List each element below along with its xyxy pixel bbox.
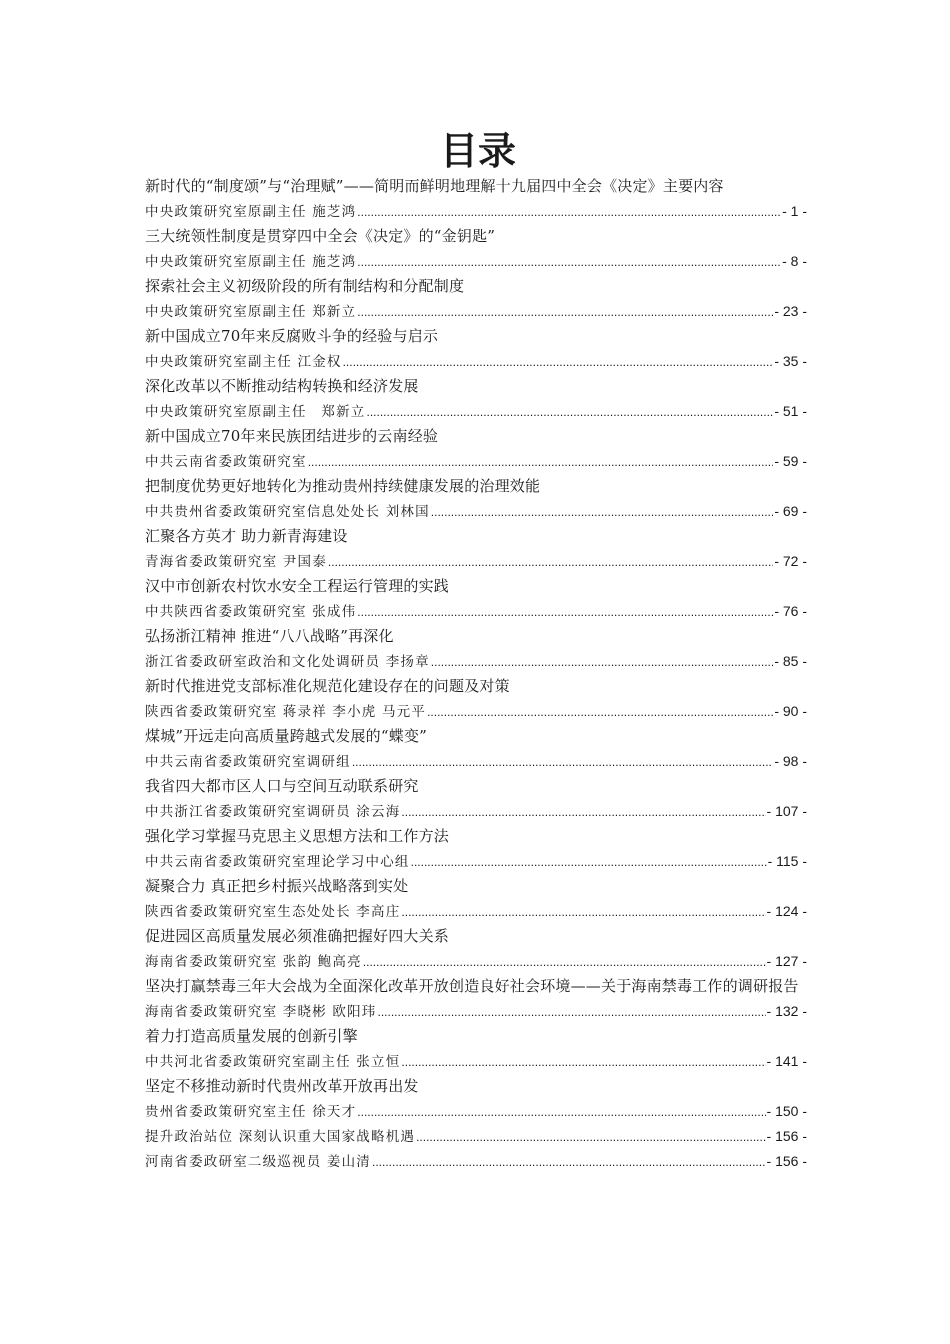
toc-entry[interactable] — [145, 924, 807, 974]
toc-entry-title[interactable]: 新时代的“制度颂”与“治理赋”——简明而鲜明地理解十九届四中全会《决定》主要内容 — [145, 177, 724, 195]
dot-leader — [401, 800, 765, 825]
toc-page-number[interactable]: - 150 - — [766, 1103, 807, 1119]
dot-leader — [308, 450, 774, 475]
toc-entry[interactable] — [145, 474, 807, 524]
toc-entry[interactable] — [145, 1124, 807, 1149]
toc-entry-author: 浙江省委政研室政治和文化处调研员 李扬章 — [145, 654, 430, 670]
dot-leader — [431, 650, 774, 675]
toc-page-number[interactable]: - 23 - — [774, 303, 807, 319]
dot-leader — [352, 750, 774, 775]
dot-leader — [328, 550, 773, 575]
toc-page-number[interactable]: - 156 - — [766, 1128, 807, 1144]
toc-entry-title[interactable]: 汉中市创新农村饮水安全工程运行管理的实践 — [145, 577, 450, 595]
dot-leader — [431, 500, 774, 525]
toc-entry[interactable] — [145, 224, 807, 274]
toc-entry-author: 陕西省委政策研究室 蒋录祥 李小虎 马元平 — [145, 704, 427, 720]
toc-entry-title[interactable]: 把制度优势更好地转化为推动贵州持续健康发展的治理效能 — [145, 477, 541, 495]
toc-entry-title[interactable]: 我省四大都市区人口与空间互动联系研究 — [145, 777, 419, 795]
toc-entry[interactable] — [145, 1074, 807, 1124]
toc-entry-line[interactable] — [145, 1099, 807, 1124]
dot-leader — [363, 950, 766, 975]
toc-entry[interactable] — [145, 774, 807, 824]
dot-leader — [357, 250, 781, 275]
toc-entry-author: 陕西省委政策研究室生态处处长 李高庄 — [145, 904, 401, 920]
dot-leader — [343, 350, 774, 375]
dot-leader — [372, 1150, 766, 1175]
toc-page-number[interactable]: - 72 - — [774, 553, 807, 569]
toc-entry-line[interactable] — [145, 749, 807, 774]
toc-entry-author: 中央政策研究室副主任 江金权 — [145, 354, 342, 370]
toc-entry-title[interactable]: 强化学习掌握马克思主义思想方法和工作方法 — [145, 827, 450, 845]
toc-entry[interactable] — [145, 574, 807, 624]
toc-entry-author: 中共陕西省委政策研究室 张成伟 — [145, 604, 357, 620]
toc-entry-line[interactable] — [145, 399, 807, 424]
toc-entry[interactable] — [145, 374, 807, 424]
toc-entry-line[interactable] — [145, 1124, 807, 1149]
toc-page-number[interactable]: - 35 - — [774, 353, 807, 369]
dot-leader — [367, 400, 774, 425]
toc-entry-line[interactable] — [145, 949, 807, 974]
toc-entry[interactable] — [145, 274, 807, 324]
toc-page-number[interactable]: - 90 - — [774, 703, 807, 719]
toc-page-number[interactable]: - 124 - — [766, 903, 807, 919]
toc-entry-title[interactable]: 三大统领性制度是贯穿四中全会《决定》的“金钥匙” — [145, 227, 496, 245]
dot-leader — [357, 600, 773, 625]
toc-entry-author: 中共云南省委政策研究室 — [145, 454, 307, 470]
toc-entry[interactable] — [145, 674, 807, 724]
toc-entry-author: 河南省委政研室二级巡视员 姜山清 — [145, 1154, 371, 1170]
toc-entry-author: 中共云南省委政策研究室调研组 — [145, 754, 351, 770]
toc-entry[interactable] — [145, 1149, 807, 1174]
toc-entry-title[interactable]: 着力打造高质量发展的创新引擎 — [145, 1027, 358, 1045]
toc-page-number[interactable]: - 8 - — [782, 253, 807, 269]
toc-entry-title[interactable]: 坚决打赢禁毒三年大会战为全面深化改革开放创造良好社会环境——关于海南禁毒工作的调研报告 — [145, 977, 799, 995]
toc-entry-line[interactable] — [145, 349, 807, 374]
toc-entry[interactable] — [145, 824, 807, 874]
toc-entry-title[interactable]: 促进园区高质量发展必须准确把握好四大关系 — [145, 927, 450, 945]
toc-entry-title[interactable]: 探索社会主义初级阶段的所有制结构和分配制度 — [145, 277, 465, 295]
toc-entry-author: 海南省委政策研究室 张韵 鲍高亮 — [145, 954, 362, 970]
toc-entry-line[interactable] — [145, 499, 807, 524]
toc-entry-author: 中共云南省委政策研究室理论学习中心组 — [145, 854, 410, 870]
toc-page-number[interactable]: - 132 - — [766, 1003, 807, 1019]
toc-entry[interactable] — [145, 874, 807, 924]
toc-entry-author: 贵州省委政策研究室主任 徐天才 — [145, 1104, 357, 1120]
dot-leader — [401, 1050, 765, 1075]
toc-page-number[interactable]: - 51 - — [774, 403, 807, 419]
toc-entry[interactable] — [145, 624, 807, 674]
toc-entry-title[interactable]: 汇聚各方英才 助力新青海建设 — [145, 527, 348, 545]
toc-entry-author: 中共浙江省委政策研究室调研员 涂云海 — [145, 804, 401, 820]
dot-leader — [357, 300, 773, 325]
dot-leader — [427, 700, 773, 725]
toc-entry-author: 中共河北省委政策研究室副主任 张立恒 — [145, 1054, 401, 1070]
toc-entry-author: 中央政策研究室原副主任 郑新立 — [145, 404, 366, 420]
dot-leader — [401, 900, 765, 925]
toc-page-number[interactable]: - 141 - — [766, 1053, 807, 1069]
toc-entry-title[interactable]: 新中国成立70年来反腐败斗争的经验与启示 — [145, 327, 439, 345]
toc-entry-line[interactable] — [145, 199, 807, 224]
toc-entry-title[interactable]: 坚定不移推动新时代贵州改革开放再出发 — [145, 1077, 419, 1095]
toc-entry-author: 中共贵州省委政策研究室信息处处长 刘林国 — [145, 504, 430, 520]
toc-page-number[interactable]: - 85 - — [774, 653, 807, 669]
toc-entry-line[interactable] — [145, 249, 807, 274]
toc-entry[interactable] — [145, 424, 807, 474]
toc-page-number[interactable]: - 76 - — [774, 603, 807, 619]
toc-entry[interactable] — [145, 174, 807, 224]
toc-entry-line[interactable] — [145, 999, 807, 1024]
toc-entry-line[interactable] — [145, 899, 807, 924]
dot-leader — [357, 200, 781, 225]
toc-entry-author: 中央政策研究室原副主任 施芝鸿 — [145, 204, 357, 220]
dot-leader — [377, 1000, 765, 1025]
toc-page-number[interactable]: - 115 - — [767, 853, 807, 869]
toc-entry-author: 青海省委政策研究室 尹国泰 — [145, 554, 327, 570]
toc-entry-line[interactable] — [145, 649, 807, 674]
toc-entry-title[interactable]: 凝聚合力 真正把乡村振兴战略落到实处 — [145, 877, 409, 895]
toc-entry[interactable] — [145, 974, 807, 1024]
toc-page-number[interactable]: - 69 - — [774, 503, 807, 519]
toc-entry-author: 提升政治站位 深刻认识重大国家战略机遇 — [145, 1129, 416, 1145]
toc-entry-title[interactable]: 弘扬浙江精神 推进“八八战略”再深化 — [145, 627, 394, 645]
toc-entry-title[interactable]: 新中国成立70年来民族团结进步的云南经验 — [145, 427, 439, 445]
toc-entry-line[interactable] — [145, 599, 807, 624]
toc-entry-author: 中央政策研究室原副主任 郑新立 — [145, 304, 357, 320]
toc-list — [145, 174, 807, 1174]
toc-entry[interactable] — [145, 724, 807, 774]
toc-entry-line[interactable] — [145, 699, 807, 724]
toc-entry-author: 中央政策研究室原副主任 施芝鸿 — [145, 254, 357, 270]
toc-entry[interactable] — [145, 1024, 807, 1074]
toc-page-number[interactable]: - 156 - — [766, 1153, 807, 1169]
toc-entry-line[interactable] — [145, 1049, 807, 1074]
toc-entry-line[interactable] — [145, 849, 807, 874]
toc-page-number[interactable]: - 1 - — [782, 203, 807, 219]
toc-entry-line[interactable] — [145, 299, 807, 324]
toc-entry-title[interactable]: 深化改革以不断推动结构转换和经济发展 — [145, 377, 419, 395]
toc-entry[interactable] — [145, 324, 807, 374]
toc-entry-line[interactable] — [145, 449, 807, 474]
toc-entry-title[interactable]: 新时代推进党支部标准化规范化建设存在的问题及对策 — [145, 677, 510, 695]
toc-entry-line[interactable] — [145, 549, 807, 574]
toc-entry[interactable] — [145, 524, 807, 574]
dot-leader — [416, 1125, 765, 1150]
dot-leader — [357, 1100, 765, 1125]
toc-entry-line[interactable] — [145, 799, 807, 824]
toc-entry-line[interactable] — [145, 1149, 807, 1174]
toc-entry-author: 海南省委政策研究室 李晓彬 欧阳玮 — [145, 1004, 377, 1020]
toc-page-number[interactable]: - 127 - — [766, 953, 807, 969]
toc-page-number[interactable]: - 98 - — [774, 753, 807, 769]
toc-page-number[interactable]: - 107 - — [766, 803, 807, 819]
dot-leader — [411, 850, 767, 875]
toc-title: 目录 — [439, 129, 516, 173]
toc-entry-title[interactable]: 煤城”开远走向高质量跨越式发展的“蝶变” — [145, 727, 428, 745]
toc-page-number[interactable]: - 59 - — [774, 453, 807, 469]
